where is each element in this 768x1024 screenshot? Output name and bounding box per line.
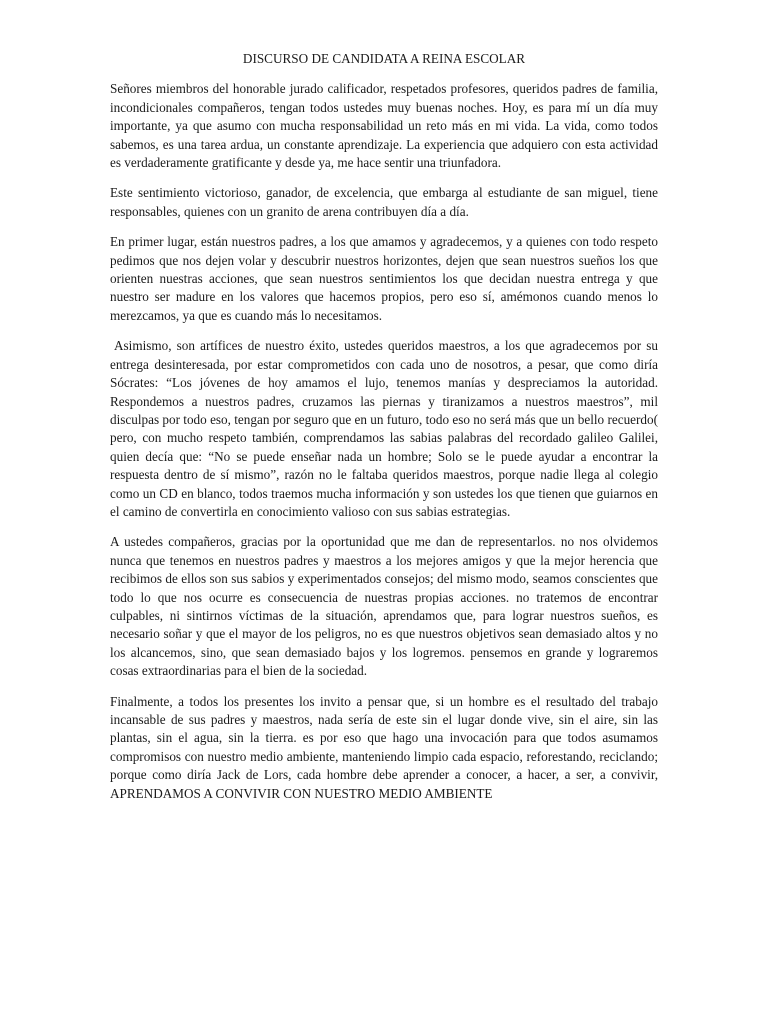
paragraph-parents: En primer lugar, están nuestros padres, a los que amamos y agradecemos, y a quienes con todo respeto pedimos que nos dejen volar y descubrir nuestros horizontes, dejen que sean nuestros sueños los que orienten nuestras acciones, que sean nuestros sentimientos los que decidan nuestra entrega y que nuestro ser madure en los valores que hacemos propios, pero eso sí, amémonos cuando menos lo merezcamos, ya que es cuando más lo necesitamos. <box>110 234 658 323</box>
paragraph-teachers: Asimismo, son artífices de nuestro éxito, ustedes queridos maestros, a los que agradecemos por su entrega desinteresada, por estar comprometidos con cada uno de nosotros, a pesar, que como diría Sócrates: “Los jóvenes de hoy amamos el lujo, tenemos manías y despreciamos la autoridad. Respondemos a nuestros padres, cruzamos las piernas y tiranizamos a nuestros maestros”, mil disculpas por todo eso, tengan por seguro que en un futuro, todo eso no será más que un bello recuerdo( pero, con mucho respeto también, comprendamos las sabias palabras del recordado galileo Galilei, quien decía que: “No se puede enseñar nada un hombre; Solo se le puede ayudar a encontrar la respuesta dentro de sí mismo”, razón no le faltaba queridos maestros, porque nadie llega al colegio como un CD en blanco, todos traemos mucha información y son ustedes los que tienen que guiarnos en el camino de convertirla en conocimiento valioso con sus sabias estrategias. <box>110 338 658 519</box>
paragraph-sentiment: Este sentimiento victorioso, ganador, de excelencia, que embarga al estudiante de san miguel, tiene responsables, quienes con un granito de arena contribuyen día a día. <box>110 185 658 219</box>
paragraph-greeting: Señores miembros del honorable jurado calificador, respetados profesores, queridos padres de familia, incondicionales compañeros, tengan todos ustedes muy buenas noches. Hoy, es para mí un día muy importante, ya que asumo con mucha responsabilidad un reto más en mi vida. La vida, como todos sabemos, es una tarea ardua, un constante aprendizaje. La experiencia que adquiero con esta actividad es verdaderamente gratificante y desde ya, me hace sentir una triunfadora. <box>110 81 658 171</box>
document-title: DISCURSO DE CANDIDATA A REINA ESCOLAR <box>242 51 526 66</box>
paragraph-closing: Finalmente, a todos los presentes los invito a pensar que, si un hombre es el resultado del trabajo incansable de sus padres y maestros, nada sería de este sin el lugar donde vive, sin el aire, sin las plantas, sin el agua, sin la tierra. es por eso que hago una invocación para que todos asumamos compromisos con nuestro medio ambiente, manteniendo limpio cada espacio, reforestando, reciclando; porque como diría Jack de Lors, cada hombre debe aprender a conocer, a hacer, a ser, a convivir, APRENDAMOS A CONVIVIR CON NUESTRO MEDIO AMBIENTE <box>110 693 658 801</box>
document-page <box>110 50 658 815</box>
paragraph-classmates: A ustedes compañeros, gracias por la oportunidad que me dan de representarlos. no nos olvidemos nunca que tenemos en nuestros padres y maestros a los mejores amigos y que la mejor herencia que recibimos de ellos son sus sabios y experimentados consejos; del mismo modo, seamos conscientes que todo lo que nos ocurre es consecuencia de nuestras propias acciones. no tratemos de encontrar culpables, ni sintirnos víctimas de la situación, aprendamos que, para lograr nuestros sueños, es necesario soñar y que el mayor de los peligros, no es que nuestros objetivos sean demasiado altos y no los alcancemos, sino, que sean demasiado bajos y los logremos. pensemos en grande y lograremos cosas extraordinarias para el bien de la sociedad. <box>110 534 658 679</box>
